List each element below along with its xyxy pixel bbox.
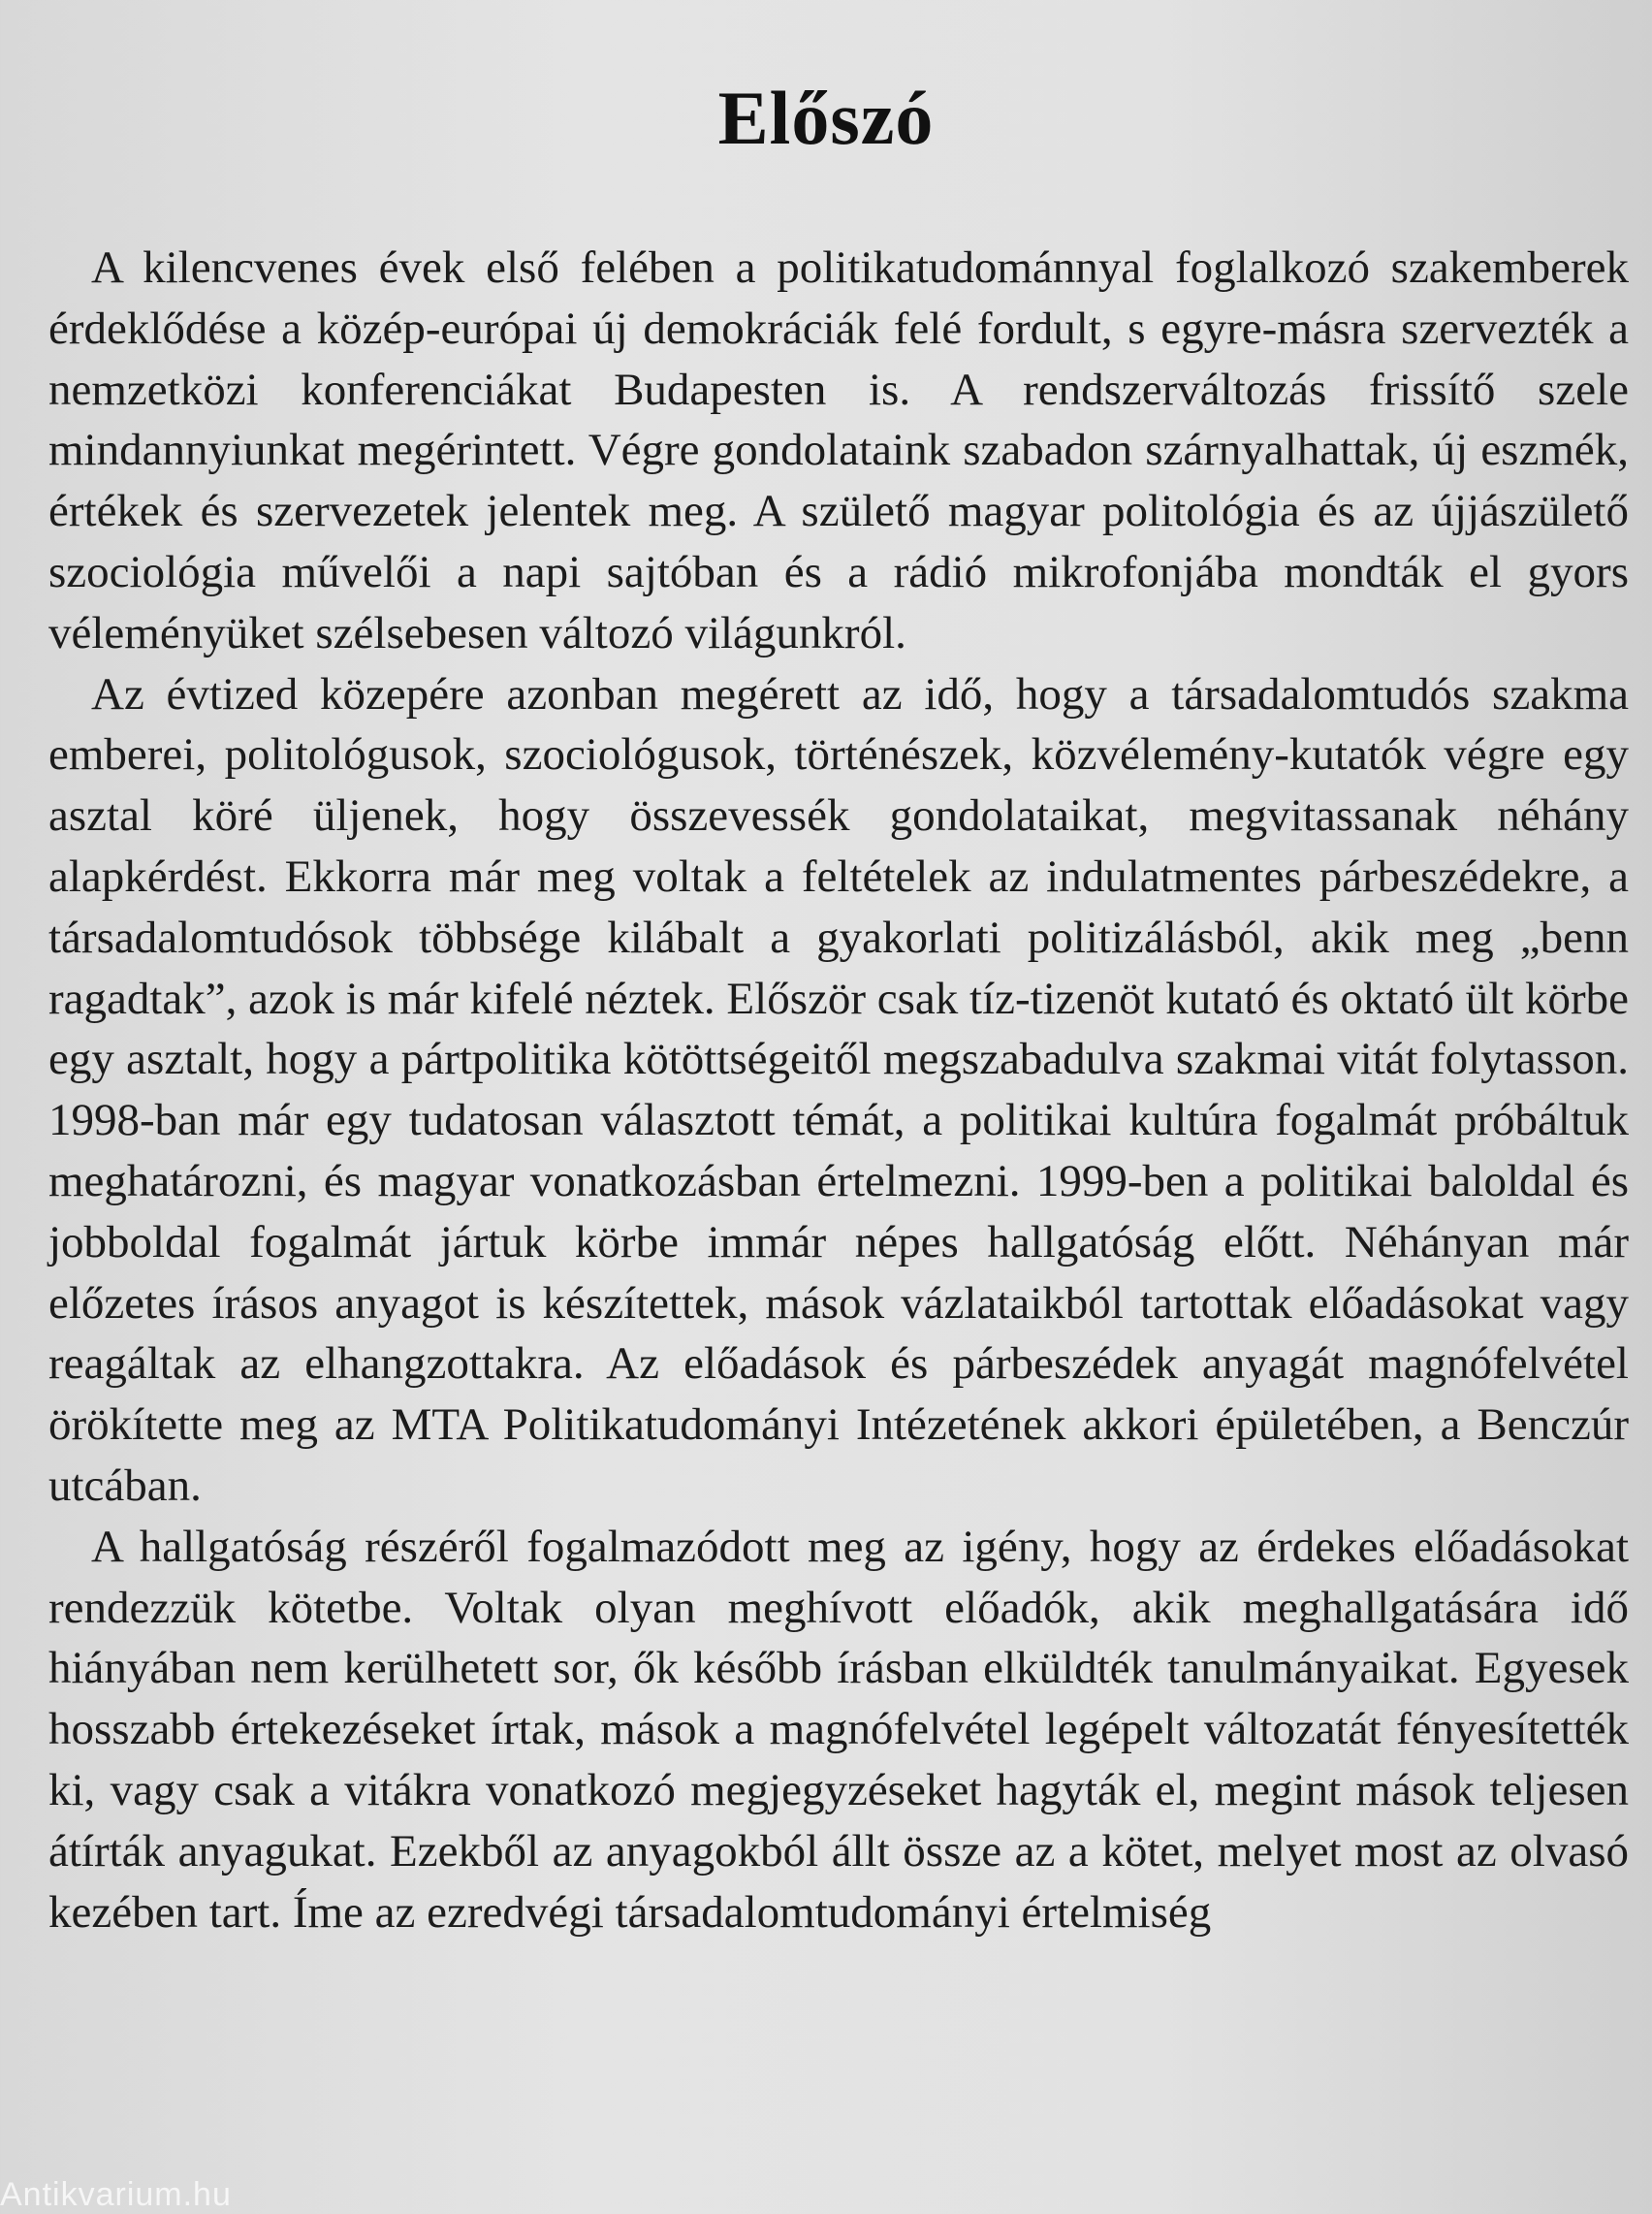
page-title: Előszó <box>717 76 935 161</box>
watermark: Antikvarium.hu <box>0 2176 232 2213</box>
paragraph: A kilencvenes évek első felében a politikatudománnyal foglalkozó szakemberek érdeklődése a közép-európai új demokráciák felé fordult, s egyre-másra szervezték a nemzetközi konferenciákat Budapesten is. A rendszerváltozás frissítő szele mindannyiunkat megérintett. Végre gondolataink szabadon szárnyalhattak, új eszmék, értékek és szervezetek jelentek meg. A születő magyar politológia és az újjászülető szociológia művelői a napi sajtóban és a rádió mikrofonjába mondták el gyors véleményüket szélsebesen változó világunkról. <box>48 242 1629 658</box>
paragraph: Az évtized közepére azonban megérett az idő, hogy a társadalomtudós szakma emberei, politológusok, szociológusok, történészek, közvélemény-kutatók végre egy asztal köré üljenek, hogy összevessék gondolataikat, megvitassanak néhány alapkérdést. Ekkorra már meg voltak a feltételek az indulatmentes párbeszédekre, a társadalomtudósok többsége kilábalt a gyakorlati politizálásból, akik meg „benn ragadtak”, azok is már kifelé néztek. Először csak tíz-tizenöt kutató és oktató ült körbe egy asztalt, hogy a pártpolitika kötöttségeitől megszabadulva szakmai vitát folytasson. 1998-ban már egy tudatosan választott témát, a politikai kultúra fogalmát próbáltuk meghatározni, és magyar vonatkozásban értelmezni. 1999-ben a politikai baloldal és jobboldal fogalmát jártuk körbe immár népes hallgatóság előtt. Néhányan már előzetes írásos anyagot is készítettek, mások vázlataikból tartottak előadásokat vagy reagáltak az elhangzottakra. Az előadások és párbeszédek anyagát magnófelvétel örökítette meg az MTA Politikatudományi Intézetének akkori épületében, a Benczúr utcában. <box>48 668 1630 1511</box>
paragraph: A hallgatóság részéről fogalmazódott meg az igény, hogy az érdekes előadásokat rendezzük kötetbe. Voltak olyan meghívott előadók, akik meghallgatására idő hiányában nem kerülhetett sor, ők később írásban elküldték tanulmányaikat. Egyesek hosszabb értekezéseket írtak, mások a magnófelvétel legépelt változatát fényesítették ki, vagy csak a vitákra vonatkozó megjegyzéseket hagyták el, megint mások teljesen átírták anyagukat. Ezekből az anyagokból állt össze az a kötet, melyet most az olvasó kezében tart. Íme az ezredvégi társadalomtudományi értelmiség <box>48 1521 1629 1938</box>
body-text <box>48 238 1629 1942</box>
